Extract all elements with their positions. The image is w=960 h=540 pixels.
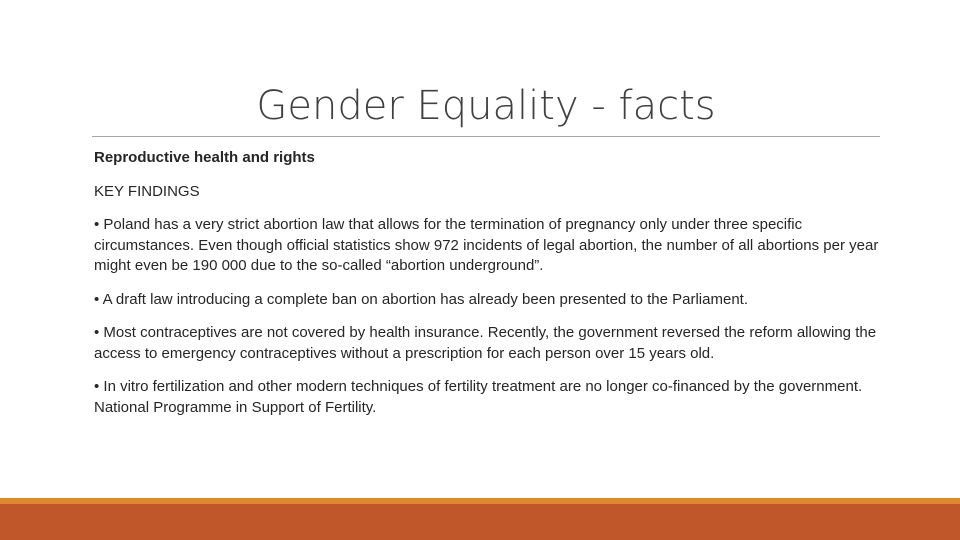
bullet-item: • A draft law introducing a complete ban on abortion has already been presented to the Parliament. xyxy=(94,290,749,308)
footer-main-band xyxy=(0,504,960,540)
bullet-item: • Poland has a very strict abortion law that allows for the termination of pregnancy only under three specific circumstances. Even though official statistics show 972 incidents of legal abortion, the number of all abortions per year might even be 190 000 due to the so-called “abortion underground”. xyxy=(94,216,879,274)
bullet-item: • Most contraceptives are not covered by health insurance. Recently, the government reversed the reform allowing the access to emergency contraceptives without a prescription for each person over 15 years old. xyxy=(94,324,877,362)
bullet-item: • In vitro fertilization and other modern techniques of fertility treatment are no longer co-financed by the government. National Programme in Support of Fertility. xyxy=(94,378,863,416)
title-divider xyxy=(92,136,880,137)
slide-body xyxy=(94,148,884,431)
key-findings-label: KEY FINDINGS xyxy=(94,182,200,200)
section-subheading: Reproductive health and rights xyxy=(94,149,315,166)
footer-bar xyxy=(0,498,960,540)
slide-title: Gender Equality - facts xyxy=(256,83,716,129)
